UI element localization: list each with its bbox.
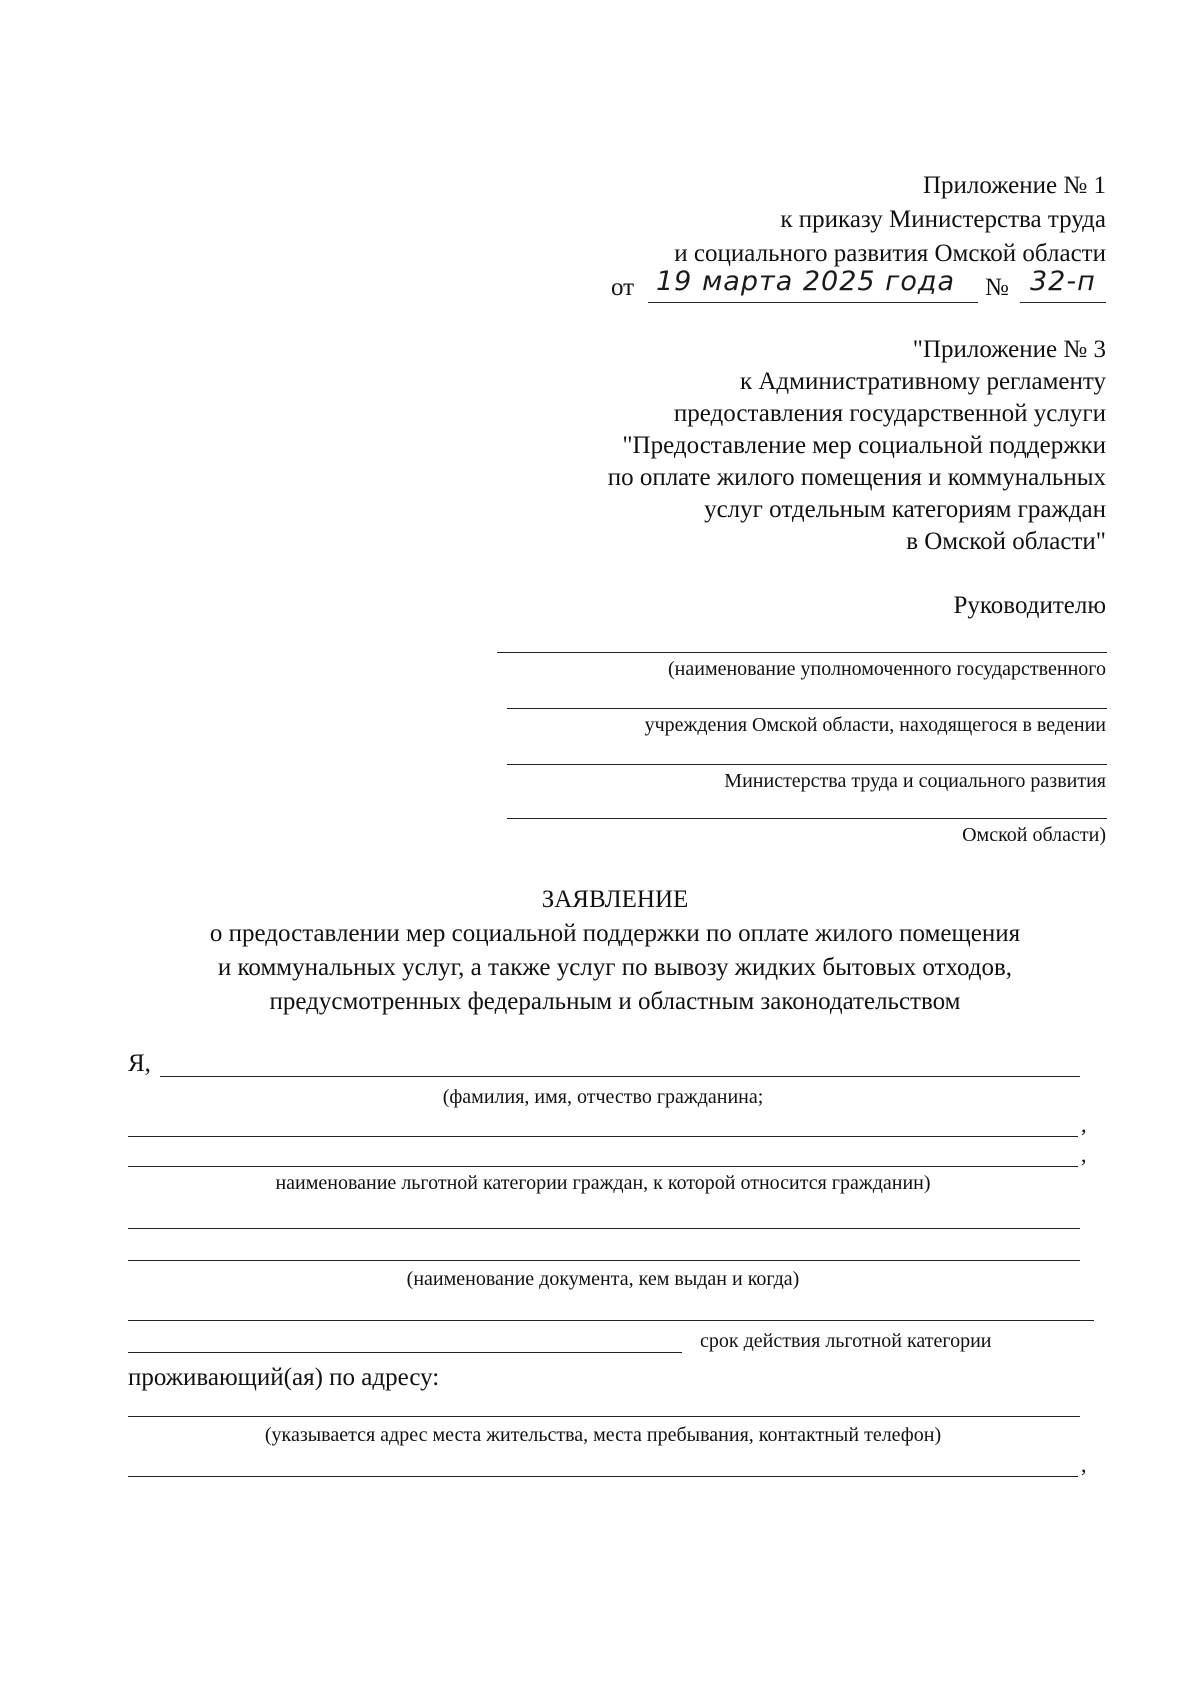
order-number-line — [1020, 302, 1106, 303]
order-date-line — [648, 302, 978, 303]
address-field-line[interactable] — [128, 1476, 1078, 1477]
address-field-line[interactable] — [128, 1416, 1080, 1417]
order-annex-number: Приложение № 1 — [922, 172, 1106, 199]
addressee-hint: учреждения Омской области, находящегося в ведении — [644, 714, 1106, 736]
regulation-line: предоставления государственной услуги — [673, 400, 1106, 427]
line-comma: , — [1081, 1142, 1087, 1167]
line-comma: , — [1081, 1112, 1087, 1137]
addressee-label: Руководителю — [953, 592, 1106, 619]
statement-subtitle-line: о предоставлении мер социальной поддержки по оплате жилого помещения — [209, 920, 1021, 947]
category-field-line[interactable] — [128, 1136, 1078, 1137]
regulation-line: услуг отдельным категориям граждан — [704, 496, 1106, 523]
validity-field-line[interactable] — [128, 1352, 682, 1353]
order-from-label: от — [611, 274, 635, 301]
line-comma: , — [1081, 1452, 1087, 1477]
ya-label: Я, — [128, 1050, 151, 1077]
order-reference: к приказу Министерства труда — [780, 206, 1106, 233]
addressee-hint: Омской области) — [962, 824, 1106, 846]
order-ministry: и социального развития Омской области — [674, 240, 1106, 267]
regulation-line: "Приложение № 3 — [912, 336, 1106, 363]
statement-subtitle-line: и коммунальных услуг, а также услуг по вывозу жидких бытовых отходов, — [217, 954, 1013, 981]
category-field-line[interactable] — [128, 1166, 1078, 1167]
addressee-hint: Министерства труда и социального развития — [724, 770, 1106, 792]
addressee-field-line[interactable] — [507, 818, 1107, 819]
document-hint: (наименование документа, кем выдан и когда) — [406, 1268, 800, 1290]
document-field-line[interactable] — [128, 1320, 1094, 1321]
statement-title: ЗАЯВЛЕНИЕ — [541, 886, 689, 913]
order-number-handwritten: 32-п — [1030, 266, 1096, 297]
order-number-label: № — [985, 274, 1009, 301]
regulation-line: по оплате жилого помещения и коммунальных — [607, 464, 1106, 491]
statement-subtitle-line: предусмотренных федеральным и областным законодательством — [269, 988, 961, 1015]
validity-hint: срок действия льготной категории — [700, 1330, 992, 1352]
regulation-line: "Предоставление мер социальной поддержки — [622, 432, 1106, 459]
addressee-field-line[interactable] — [507, 708, 1107, 709]
addressee-field-line[interactable] — [507, 764, 1107, 765]
regulation-line: в Омской области" — [906, 528, 1106, 555]
regulation-header — [608, 334, 1106, 558]
document-field-line[interactable] — [128, 1228, 1080, 1229]
addressee-field-line[interactable] — [497, 652, 1107, 653]
addressee-hint: (наименование уполномоченного государственного — [668, 658, 1106, 680]
fio-field-line[interactable] — [160, 1076, 1080, 1077]
regulation-line: к Административному регламенту — [739, 368, 1106, 395]
address-label: проживающий(ая) по адресу: — [128, 1364, 440, 1391]
document-field-line[interactable] — [128, 1260, 1080, 1261]
category-hint: наименование льготной категории граждан, к которой относится гражданин) — [275, 1172, 931, 1194]
fio-hint: (фамилия, имя, отчество гражданина; — [442, 1086, 764, 1108]
address-hint: (указывается адрес места жительства, места пребывания, контактный телефон) — [264, 1424, 942, 1446]
order-date-handwritten: 19 марта 2025 года — [656, 266, 956, 297]
